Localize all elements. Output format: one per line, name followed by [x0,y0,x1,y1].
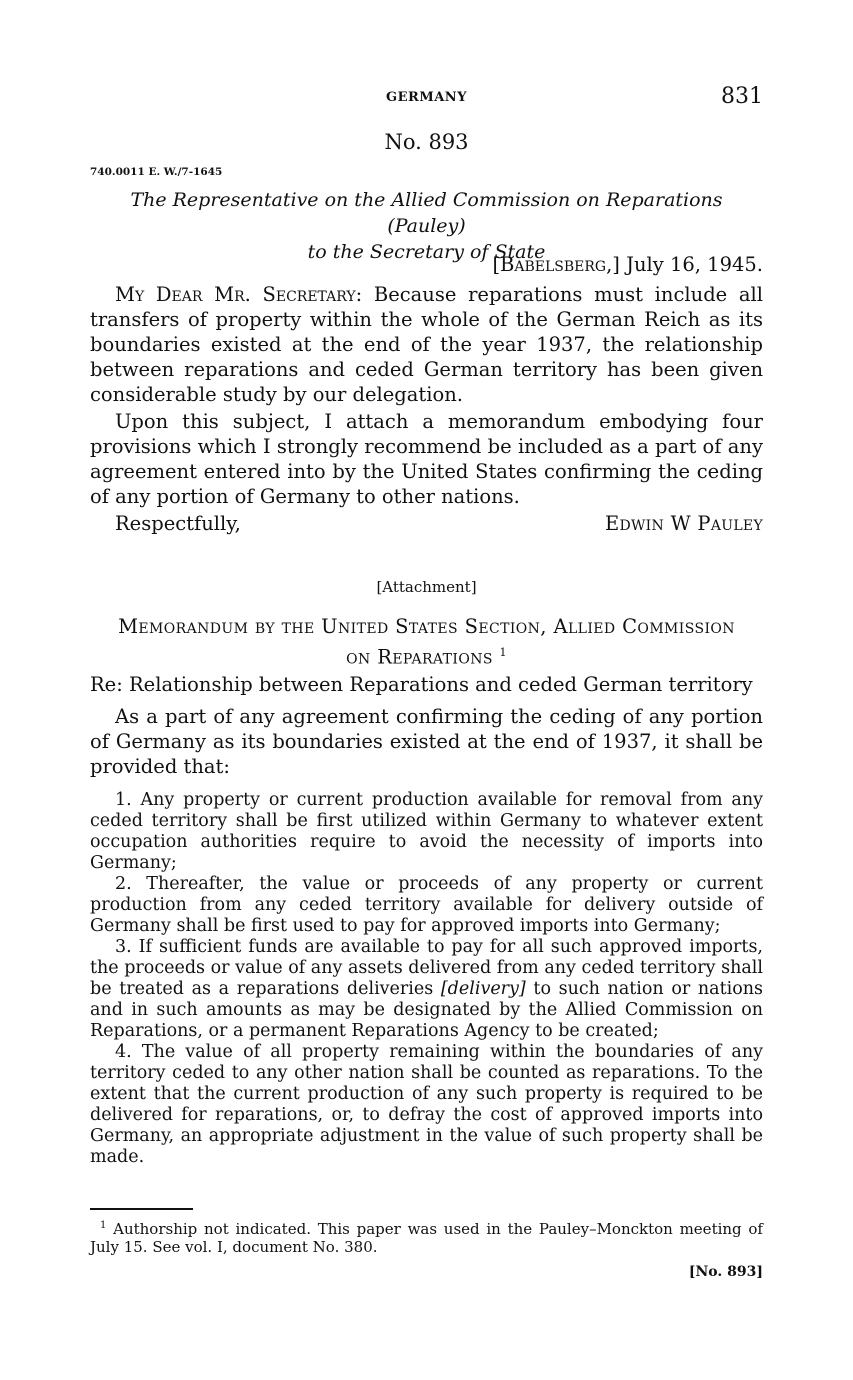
re-line: Re: Relationship between Reparations and ceded German territory [90,673,753,696]
document-title-line-2: to the Secretary of State [307,241,546,263]
document-title-line-1: The Representative on the Allied Commission on Reparations (Pauley) [130,189,723,237]
dateline-date: July 16, 1945. [626,253,763,276]
signature: Edwin W Pauley [604,512,763,535]
memorandum-heading-line-2-text: on Reparations [346,645,493,669]
memorandum-heading-line-1: Memorandum by the United States Section, Allied Commission [118,615,735,638]
letter-paragraph-1-text: Because reparations must include all transfers of property within the whole of the German Reich as its boundaries existed at the end of the year 1937, the relationship between reparations and ceded German territory has been given considerable study by our delegation. [90,283,764,406]
memorandum-heading-line-2 [90,640,763,671]
document-page [90,0,763,1380]
footnote-text: Authorship not indicated. This paper was used in the Pauley–Monckton meeting of July 15. See vol. I, document No. 380. [90,1220,763,1256]
provision-1: 1. Any property or current production available for removal from any ceded territory shall be first utilized within Germany to whatever extent occupation authorities require to avoid the necessity of imports into Germany; [90,790,763,873]
attachment-label: [Attachment] [376,578,477,596]
document-number: No. 893 [384,130,469,154]
letter-paragraph-2: Upon this subject, I attach a memorandum embodying four provisions which I strongly recommend be included as a part of any agreement entered into by the United States confirming the ceding of any portion of Germany to other nations. [90,410,763,508]
page-number: 831 [721,84,763,109]
memorandum-intro: As a part of any agreement confirming the ceding of any portion of Germany as its boundaries existed at the end of 1937, it shall be provided that: [90,705,763,778]
salutation: My Dear Mr. Secretary: [115,283,363,306]
file-number: 740.0011 E. W./7-1645 [90,166,223,178]
running-head [90,84,763,114]
letter-paragraph-1 [90,282,763,407]
provision-3-part-2: to such nation or nations and in such amounts as may be designated by the Allied Commission on Reparations, or a permanent Reparations Agency to be created; [90,979,763,1041]
provision-3 [90,937,763,1042]
provision-4: 4. The value of all property remaining within the boundaries of any territory ceded to any other nation shall be counted as reparations. To the extent that the current production of any such property is required to be delivered for reparations, or, to defray the cost of approved imports into Germany, an appropriate adjustment in the value of such property shall be made. [90,1042,763,1167]
provision-3-editorial-correction: [delivery] [440,979,526,999]
closing: Respectfully, [115,512,241,535]
footnote [90,1217,763,1256]
provisions-list [90,790,763,1168]
footnote-number: 1 [100,1220,107,1231]
provision-2: 2. Thereafter, the value or proceeds of any property or current production from any ceded territory available for delivery outside of Germany shall be first used to pay for approved imports into Germany; [90,874,763,936]
footnote-rule [90,1208,193,1210]
provision-3-part-1: 3. If sufficient funds are available to pay for all such approved imports, the proceeds or value of any assets delivered from any ceded territory shall be treated as a reparations deliveries [90,937,763,999]
running-title: GERMANY [386,90,467,105]
footnote-marker: 1 [499,646,507,659]
dateline-place: [Babelsberg,] [492,253,620,276]
memorandum-heading [90,614,763,671]
document-tag: [No. 893] [688,1264,763,1280]
dateline [492,253,763,276]
